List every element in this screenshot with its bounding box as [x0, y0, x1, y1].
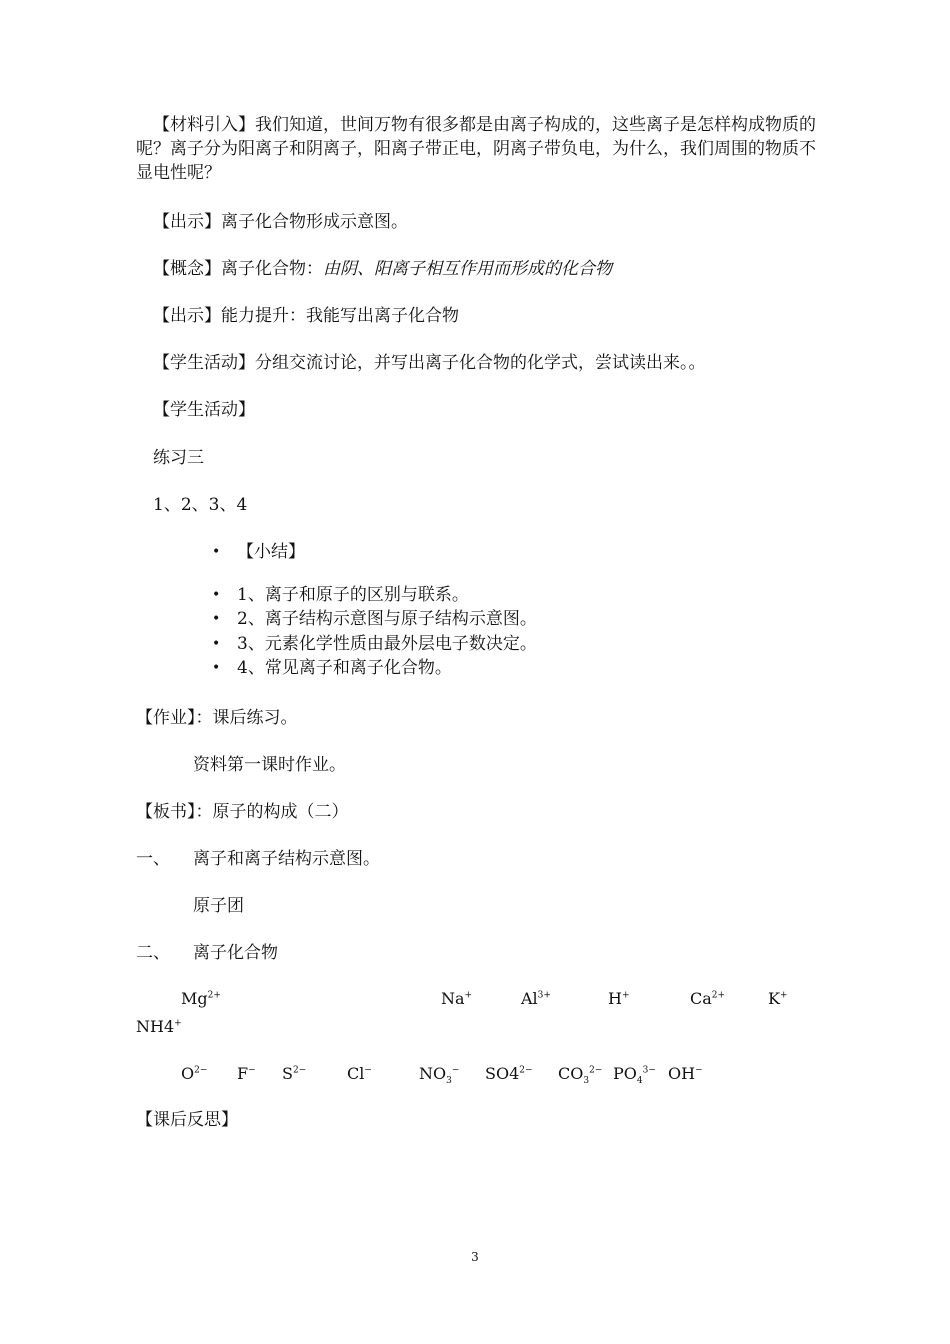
ion-symbol: NH4	[136, 1017, 175, 1036]
ion-symbol: SO4	[485, 1064, 520, 1083]
ion-symbol: Ca	[690, 989, 712, 1008]
ion-charge: 2+	[207, 990, 221, 1001]
ion-symbol: Na	[441, 989, 465, 1008]
ion-charge: −	[451, 1065, 460, 1076]
ion-charge: 2−	[194, 1065, 208, 1076]
anion	[485, 1062, 533, 1086]
anion	[181, 1062, 207, 1086]
section-2-number: 二、	[136, 943, 170, 963]
ion-charge: −	[695, 1065, 703, 1076]
ion-charge: +	[464, 990, 473, 1001]
bullet-icon: •	[212, 660, 221, 676]
ion-symbol: F	[237, 1064, 249, 1083]
anion	[237, 1062, 256, 1086]
cation	[768, 987, 788, 1011]
activity-line-1: 【学生活动】分组交流讨论，并写出离子化合物的化学式，尝试读出来。。	[153, 353, 706, 373]
bullet-icon: •	[212, 544, 221, 560]
section-1-number: 一、	[136, 849, 170, 869]
ion-symbol: CO	[558, 1064, 584, 1083]
anion	[282, 1062, 306, 1086]
ion-symbol: Mg	[181, 989, 208, 1008]
summary-item: 4、常见离子和离子化合物。	[237, 658, 452, 678]
ion-charge: 3+	[537, 990, 551, 1001]
activity-line-2: 【学生活动】	[153, 400, 255, 420]
ion-charge: +	[621, 990, 630, 1001]
ion-symbol: NO	[419, 1064, 447, 1083]
show-diagram-line: 【出示】离子化合物形成示意图。	[153, 212, 408, 232]
ion-symbol: K	[768, 989, 780, 1008]
ion-subscript: 3	[446, 1076, 452, 1087]
section-1-text: 离子和离子结构示意图。	[193, 849, 380, 869]
cation	[690, 987, 725, 1011]
ion-symbol: O	[181, 1064, 195, 1083]
reflection-heading: 【课后反思】	[136, 1110, 238, 1130]
cation	[136, 1015, 182, 1039]
section-2-text: 离子化合物	[193, 943, 278, 963]
page-number: 3	[471, 1250, 479, 1264]
summary-item: 2、离子结构示意图与原子结构示意图。	[237, 609, 537, 629]
bullet-icon: •	[212, 636, 221, 652]
anion	[558, 1062, 602, 1086]
summary-title: 【小结】	[237, 542, 305, 562]
anion	[347, 1062, 372, 1086]
bullet-icon: •	[212, 587, 221, 603]
bullet-icon: •	[212, 611, 221, 627]
exercise-items: 1、2、3、4	[153, 495, 248, 515]
ion-charge: 2+	[711, 990, 726, 1001]
ion-charge: +	[174, 1018, 182, 1029]
ion-symbol: H	[608, 989, 622, 1008]
concept-line	[153, 257, 612, 281]
concept-definition: 由阴、阳离子相互作用而形成的化合物	[323, 259, 612, 279]
anion	[668, 1062, 703, 1086]
ion-charge: −	[364, 1065, 372, 1076]
homework-detail: 资料第一课时作业。	[193, 755, 346, 775]
ion-charge: 2−	[589, 1065, 603, 1076]
section-1-sub: 原子团	[193, 896, 244, 916]
ability-line: 【出示】能力提升：我能写出离子化合物	[153, 306, 459, 326]
exercise-title: 练习三	[153, 448, 204, 468]
summary-item: 3、元素化学性质由最外层电子数决定。	[237, 634, 537, 654]
anion	[419, 1062, 459, 1086]
intro-paragraph	[136, 113, 826, 185]
cation	[521, 987, 551, 1011]
ion-subscript: 4	[636, 1076, 643, 1087]
ion-subscript: 3	[583, 1076, 590, 1087]
cation	[181, 987, 221, 1011]
ion-charge: 2−	[292, 1065, 307, 1076]
anion	[613, 1062, 656, 1086]
ion-charge: 2−	[519, 1065, 533, 1076]
summary-item: 1、离子和原子的区别与联系。	[237, 585, 469, 605]
intro-text: 【材料引入】我们知道，世间万物有很多都是由离子构成的，这些离子是怎样构成物质的呢？离子分为阳离子和阴离子，阳离子带正电，阴离子带负电，为什么，我们周围的物质不显电性呢？	[136, 115, 816, 183]
ion-symbol: OH	[668, 1064, 696, 1083]
ion-charge: −	[248, 1065, 256, 1076]
ion-charge: +	[779, 990, 788, 1001]
board-title: 【板书】：原子的构成（二）	[136, 802, 349, 822]
cation	[441, 987, 472, 1011]
ion-symbol: Cl	[347, 1064, 365, 1083]
cation	[608, 987, 630, 1011]
concept-label: 【概念】离子化合物：	[153, 259, 323, 279]
ion-symbol: S	[282, 1064, 293, 1083]
homework-line: 【作业】：课后练习。	[136, 708, 298, 728]
ion-symbol: Al	[521, 989, 538, 1008]
ion-symbol: PO	[613, 1064, 637, 1083]
ion-charge: 3−	[642, 1065, 656, 1076]
